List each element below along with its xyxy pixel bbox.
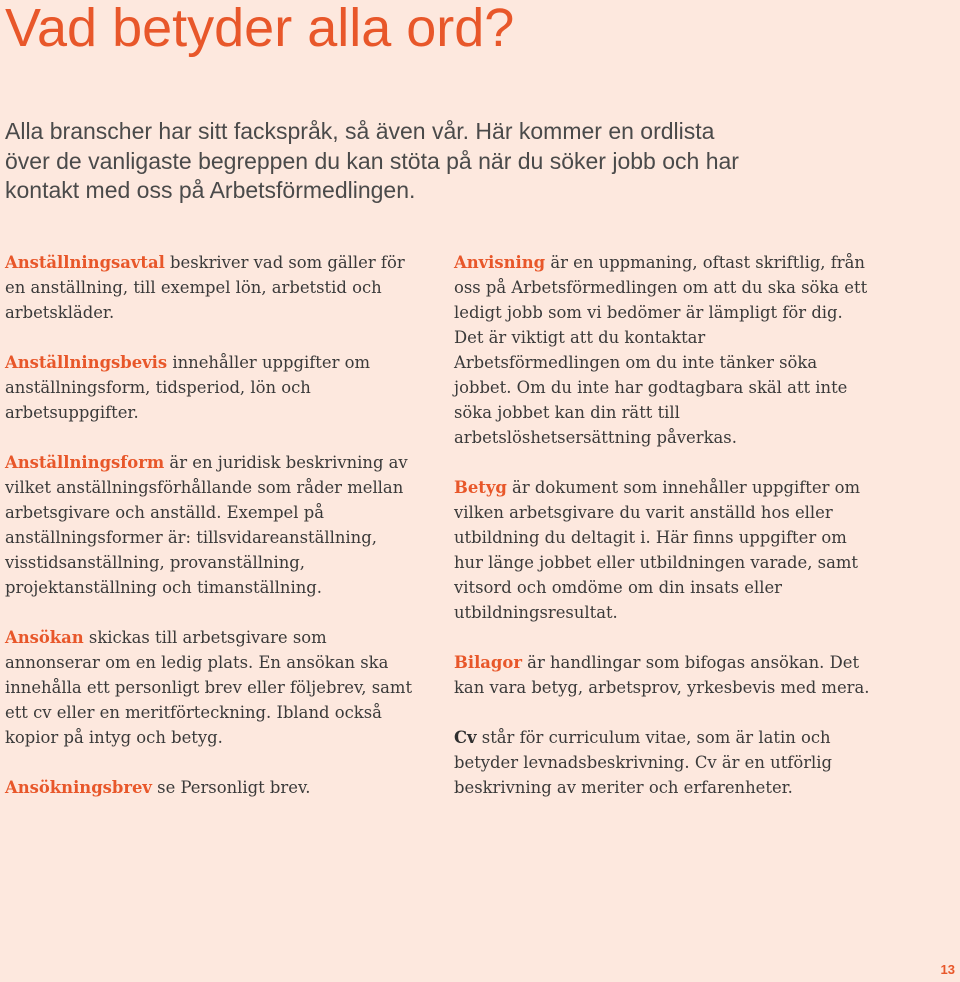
page-title: Vad betyder alla ord? <box>5 0 515 58</box>
term: Anvisning <box>454 253 546 272</box>
definition: se Personligt brev. <box>151 778 311 797</box>
definition: står för curriculum vitae, som är latin och betyder levnadsbeskrivning. Cv är en utförlig beskrivning av meriter och erfarenheter. <box>454 728 833 797</box>
glossary-entry-ansokan <box>5 625 425 750</box>
term: Anställningsbevis <box>5 353 168 372</box>
term: Ansökan <box>5 628 84 647</box>
glossary-entry-anvisning <box>454 250 874 450</box>
term: Bilagor <box>454 653 522 672</box>
glossary-entry-anstallningsform <box>5 450 425 600</box>
definition: är handlingar som bifogas ansökan. Det kan vara betyg, arbetsprov, yrkesbevis med mera. <box>454 653 870 697</box>
glossary-entry-anstallningsbevis <box>5 350 425 425</box>
term: Ansökningsbrev <box>5 778 152 797</box>
term: Cv <box>454 728 477 747</box>
definition: innehåller uppgifter om anställningsform, tidsperiod, lön och arbetsuppgifter. <box>5 353 371 422</box>
glossary-entry-betyg <box>454 475 874 625</box>
glossary-entry-bilagor <box>454 650 874 700</box>
glossary-entry-ansokningsbrev <box>5 775 425 800</box>
right-column <box>454 250 874 825</box>
term: Anställningsavtal <box>5 253 165 272</box>
term: Betyg <box>454 478 507 497</box>
left-column <box>5 250 425 825</box>
page-number: 13 <box>940 962 955 977</box>
definition: skickas till arbetsgivare som annonserar om en ledig plats. En ansökan ska innehålla ett personligt brev eller följebrev, samt ett cv eller en meritförteckning. Ibland också kopior på intyg och betyg. <box>5 628 413 747</box>
definition: är dokument som innehåller uppgifter om vilken arbetsgivare du varit anställd hos eller utbildning du deltagit i. Här finns uppgifter om hur länge jobbet eller utbildningen varade, samt vitsord och omdöme om din insats eller utbildningsresultat. <box>454 478 861 622</box>
glossary-entry-cv <box>454 725 874 800</box>
intro-paragraph: Alla branscher har sitt fackspråk, så även vår. Här kommer en ordlista över de vanligaste begreppen du kan stöta på när du söker jobb och har kontakt med oss på Arbetsförmedlingen. <box>5 118 739 203</box>
term: Anställningsform <box>5 453 165 472</box>
definition: är en uppmaning, oftast skriftlig, från oss på Arbetsförmedlingen om att du ska söka ett ledigt jobb som vi bedömer är lämpligt för dig. Det är viktigt att du kontaktar Arbetsförmedlingen om du inte tänker söka jobbet. Om du inte har godtagbara skäl att inte söka jobbet kan din rätt till arbetslöshetsersättning påverkas. <box>454 253 868 447</box>
definition: beskriver vad som gäller för en anställning, till exempel lön, arbetstid och arbetskläder. <box>5 253 405 322</box>
glossary-entry-anstallningsavtal <box>5 250 425 325</box>
definition: är en juridisk beskrivning av vilket anställningsförhållande som råder mellan arbetsgivare och anställd. Exempel på anställningsformer är: tillsvidareanställning, visstidsanställning, provanställning, projektanställning och timanställning. <box>5 453 408 597</box>
